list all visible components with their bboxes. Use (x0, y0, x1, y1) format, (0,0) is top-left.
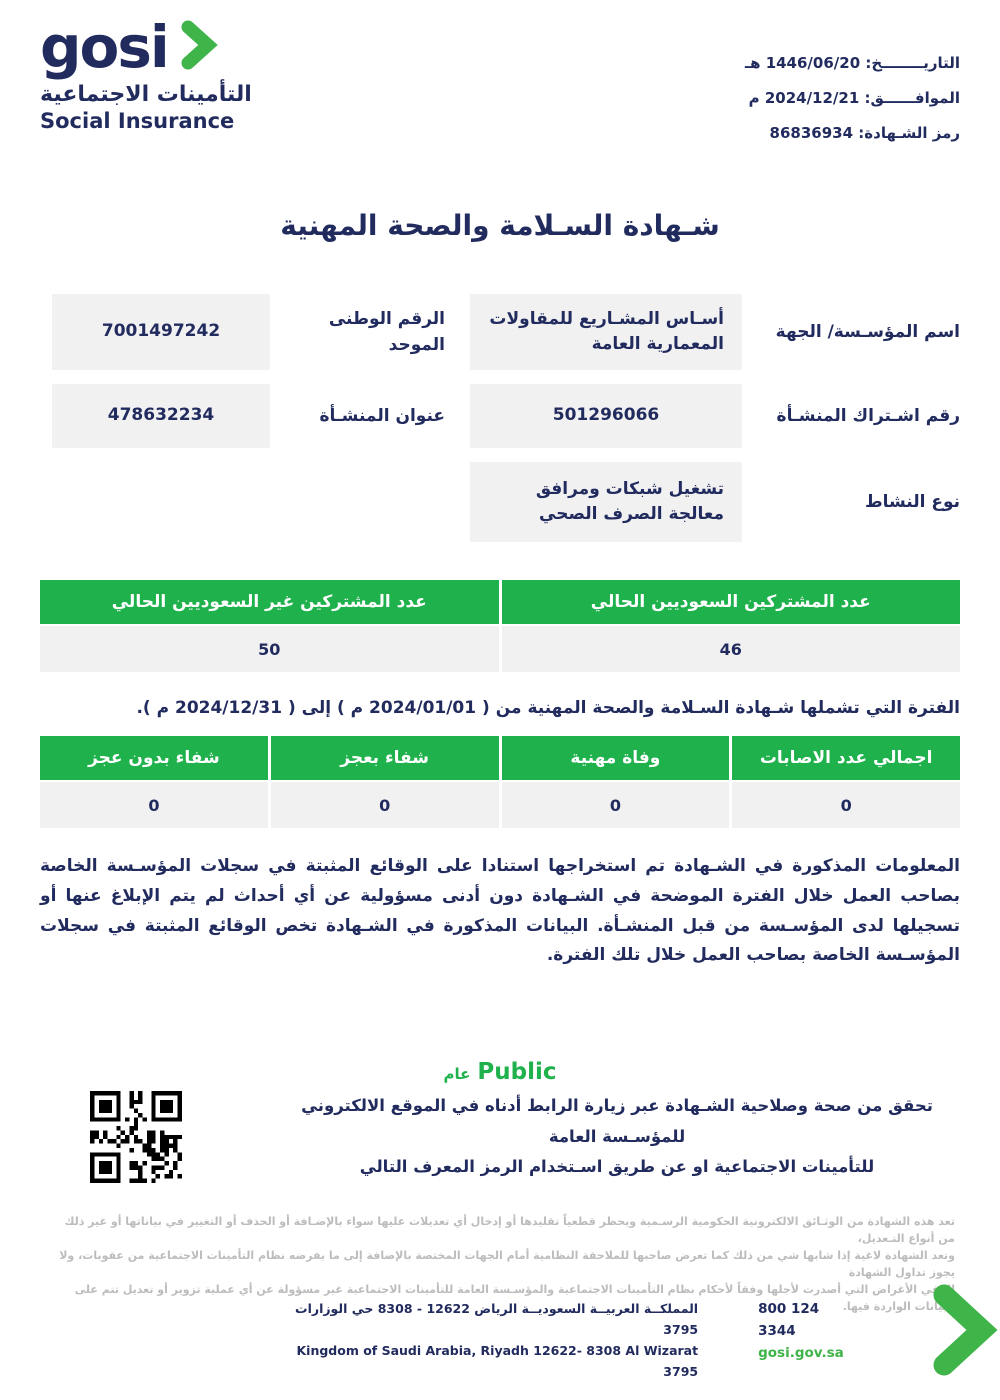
verification-line-1: تحقق من صحة وصلاحية الشـهادة عبر زيارة الرابط أدناه في الموقع الالكتروني للمؤسـسة العامة (301, 1096, 933, 1146)
non-saudi-subscribers-header: عدد المشتركين غير السعوديين الحالي (40, 580, 499, 624)
footer (0, 1282, 1000, 1382)
verification-line-2: للتأمينات الاجتماعية او عن طريق اسـتخدام الرمز المعرف التالي (359, 1157, 875, 1177)
gregorian-date-label: الموافــــــق: (864, 89, 960, 107)
fine-print-line-2: وتعد الشهادة لاغية إذا شابها شي من ذلك كما تعرض صاحبها للملاحقة النظامية أمام الجهات المختصة بالإضافة إلى ما يفرضه نظام التأمينات الاجتماعية من عقوبات، ولا يجوز تداول الشهادة (59, 1249, 955, 1279)
org-name-label: اسم المؤسـسة/ الجهة (775, 321, 960, 342)
header (0, 0, 1000, 151)
verification-text (184, 1091, 960, 1183)
footer-address (262, 1282, 698, 1382)
gosi-logo-arrow-icon (178, 18, 218, 76)
verification-section (40, 1091, 960, 1183)
coverage-period-text: الفترة التي تشملها شـهادة السـلامة والصحة المهنية من ( 2024/01/01 م ) إلى ( 2024/12/31 م ). (136, 698, 960, 718)
recovery-without-disability-value: 0 (40, 782, 268, 828)
saudi-subscribers-header: عدد المشتركين السعوديين الحالي (502, 580, 961, 624)
org-name-value: أسـاس المشـاريع للمقاولات المعمارية العامة (470, 294, 742, 370)
qr-code (88, 1091, 184, 1183)
national-id-label: الرقم الوطنى الموحد (328, 308, 445, 355)
footer-phone: 800 124 3344 (758, 1301, 820, 1339)
occupational-death-header: وفاة مهنية (502, 736, 730, 780)
fine-print-line-3: إلا في الأغراض التي أصدرت لأجلها وفقاً لأحكام نظام التأمينات الاجتماعية والمؤسـسة العامة للتأمينات الاجتماعية غير مسؤولة عن أي عملية تزوير أو تعديل تتم على البيانات الواردة فيها. (74, 1283, 955, 1313)
classification-arabic: عام (443, 1065, 471, 1083)
recovery-without-disability-header: شفاء بدون عجز (40, 736, 268, 780)
hijri-date-label: التاريــــــــخ: (865, 54, 960, 72)
injuries-table (40, 736, 960, 828)
logo-english-name: Social Insurance (40, 109, 235, 133)
field-row-organization (40, 294, 960, 370)
saudi-subscribers-value: 46 (502, 626, 961, 672)
subscription-number-label: رقم اشـتراك المنشـأة (776, 405, 960, 426)
certificate-code-row (745, 116, 960, 151)
field-row-activity (40, 462, 960, 542)
subscription-number-value: 501296066 (470, 384, 742, 448)
gosi-wordmark: gosi (40, 13, 168, 81)
classification-english: Public (477, 1059, 557, 1085)
occupational-death-value: 0 (502, 782, 730, 828)
hijri-date-row (745, 46, 960, 81)
certificate-code-label: رمز الشـهادة: (858, 124, 960, 142)
footer-contact (758, 1282, 860, 1364)
total-injuries-header: اجمالي عدد الاصابات (732, 736, 960, 780)
hijri-date-value: 1446/06/20 هـ (744, 54, 861, 72)
gosi-logo (40, 13, 252, 151)
certificate-code-value: 86836934 (769, 124, 854, 142)
national-id-value: 7001497242 (52, 294, 270, 370)
footer-address-english: Kingdom of Saudi Arabia, Riyadh 12622- 8308 Al Wizarat 3795 (296, 1343, 699, 1379)
non-saudi-subscribers-value: 50 (40, 626, 499, 672)
establishment-address-label: عنوان المنشـأة (319, 405, 445, 426)
recovery-with-disability-header: شفاء بعجز (271, 736, 499, 780)
certificate-fields (40, 294, 960, 542)
disclaimer-paragraph: المعلومات المذكورة في الشـهادة تم استخراجها استنادا على الوقائع المثبتة في سجلات المؤسـسة الخاصة بصاحب العمل خلال الفترة الموضحة في الشـهادة دون أدنى مسؤولية عن أي أحداث لم يتم الإبلاغ عنها أو تسجيلها لدى المؤسـسة من قبل المنشـأة. البيانات المذكورة في الشـهادة تخص الوقائع المثبتة في سجلات المؤسـسة الخاصة بصاحب العمل خلال تلك الفترة. (40, 856, 960, 966)
activity-type-label: نوع النشاط (864, 491, 960, 512)
fine-print-line-1: تعد هذه الشهادة من الوثـائق الالكترونية الحكومية الرسـمية ويحظر قطعياً تقليدها أو إدخال أي تعديلات عليها سواء بالإضـافة أو الحذف أو التغيير في بياناتها أو غير ذلك من أنواع التـعديل، (64, 1215, 955, 1245)
establishment-address-value: 478632234 (52, 384, 270, 448)
gosi-arrow-icon (928, 1282, 1000, 1382)
gregorian-date-row (745, 81, 960, 116)
activity-type-value: تشغيل شبكات ومرافق معالجة الصرف الصحي (470, 462, 742, 542)
recovery-with-disability-value: 0 (271, 782, 499, 828)
footer-address-arabic: المملكــة العربيــة السعوديــة الرياض 12622 - 8308 حي الوزارات 3795 (295, 1301, 699, 1337)
logo-arabic-name: التأمينات الاجتماعية (40, 82, 252, 107)
certificate-meta (745, 18, 960, 151)
total-injuries-value: 0 (732, 782, 960, 828)
field-row-subscription (40, 384, 960, 448)
subscribers-table (40, 580, 960, 672)
classification-badge (0, 1059, 1000, 1085)
page-title: شـهادة السـلامة والصحة المهنية (280, 209, 720, 242)
gregorian-date-value: 2024/12/21 م (748, 89, 860, 107)
footer-website: gosi.gov.sa (758, 1345, 844, 1361)
